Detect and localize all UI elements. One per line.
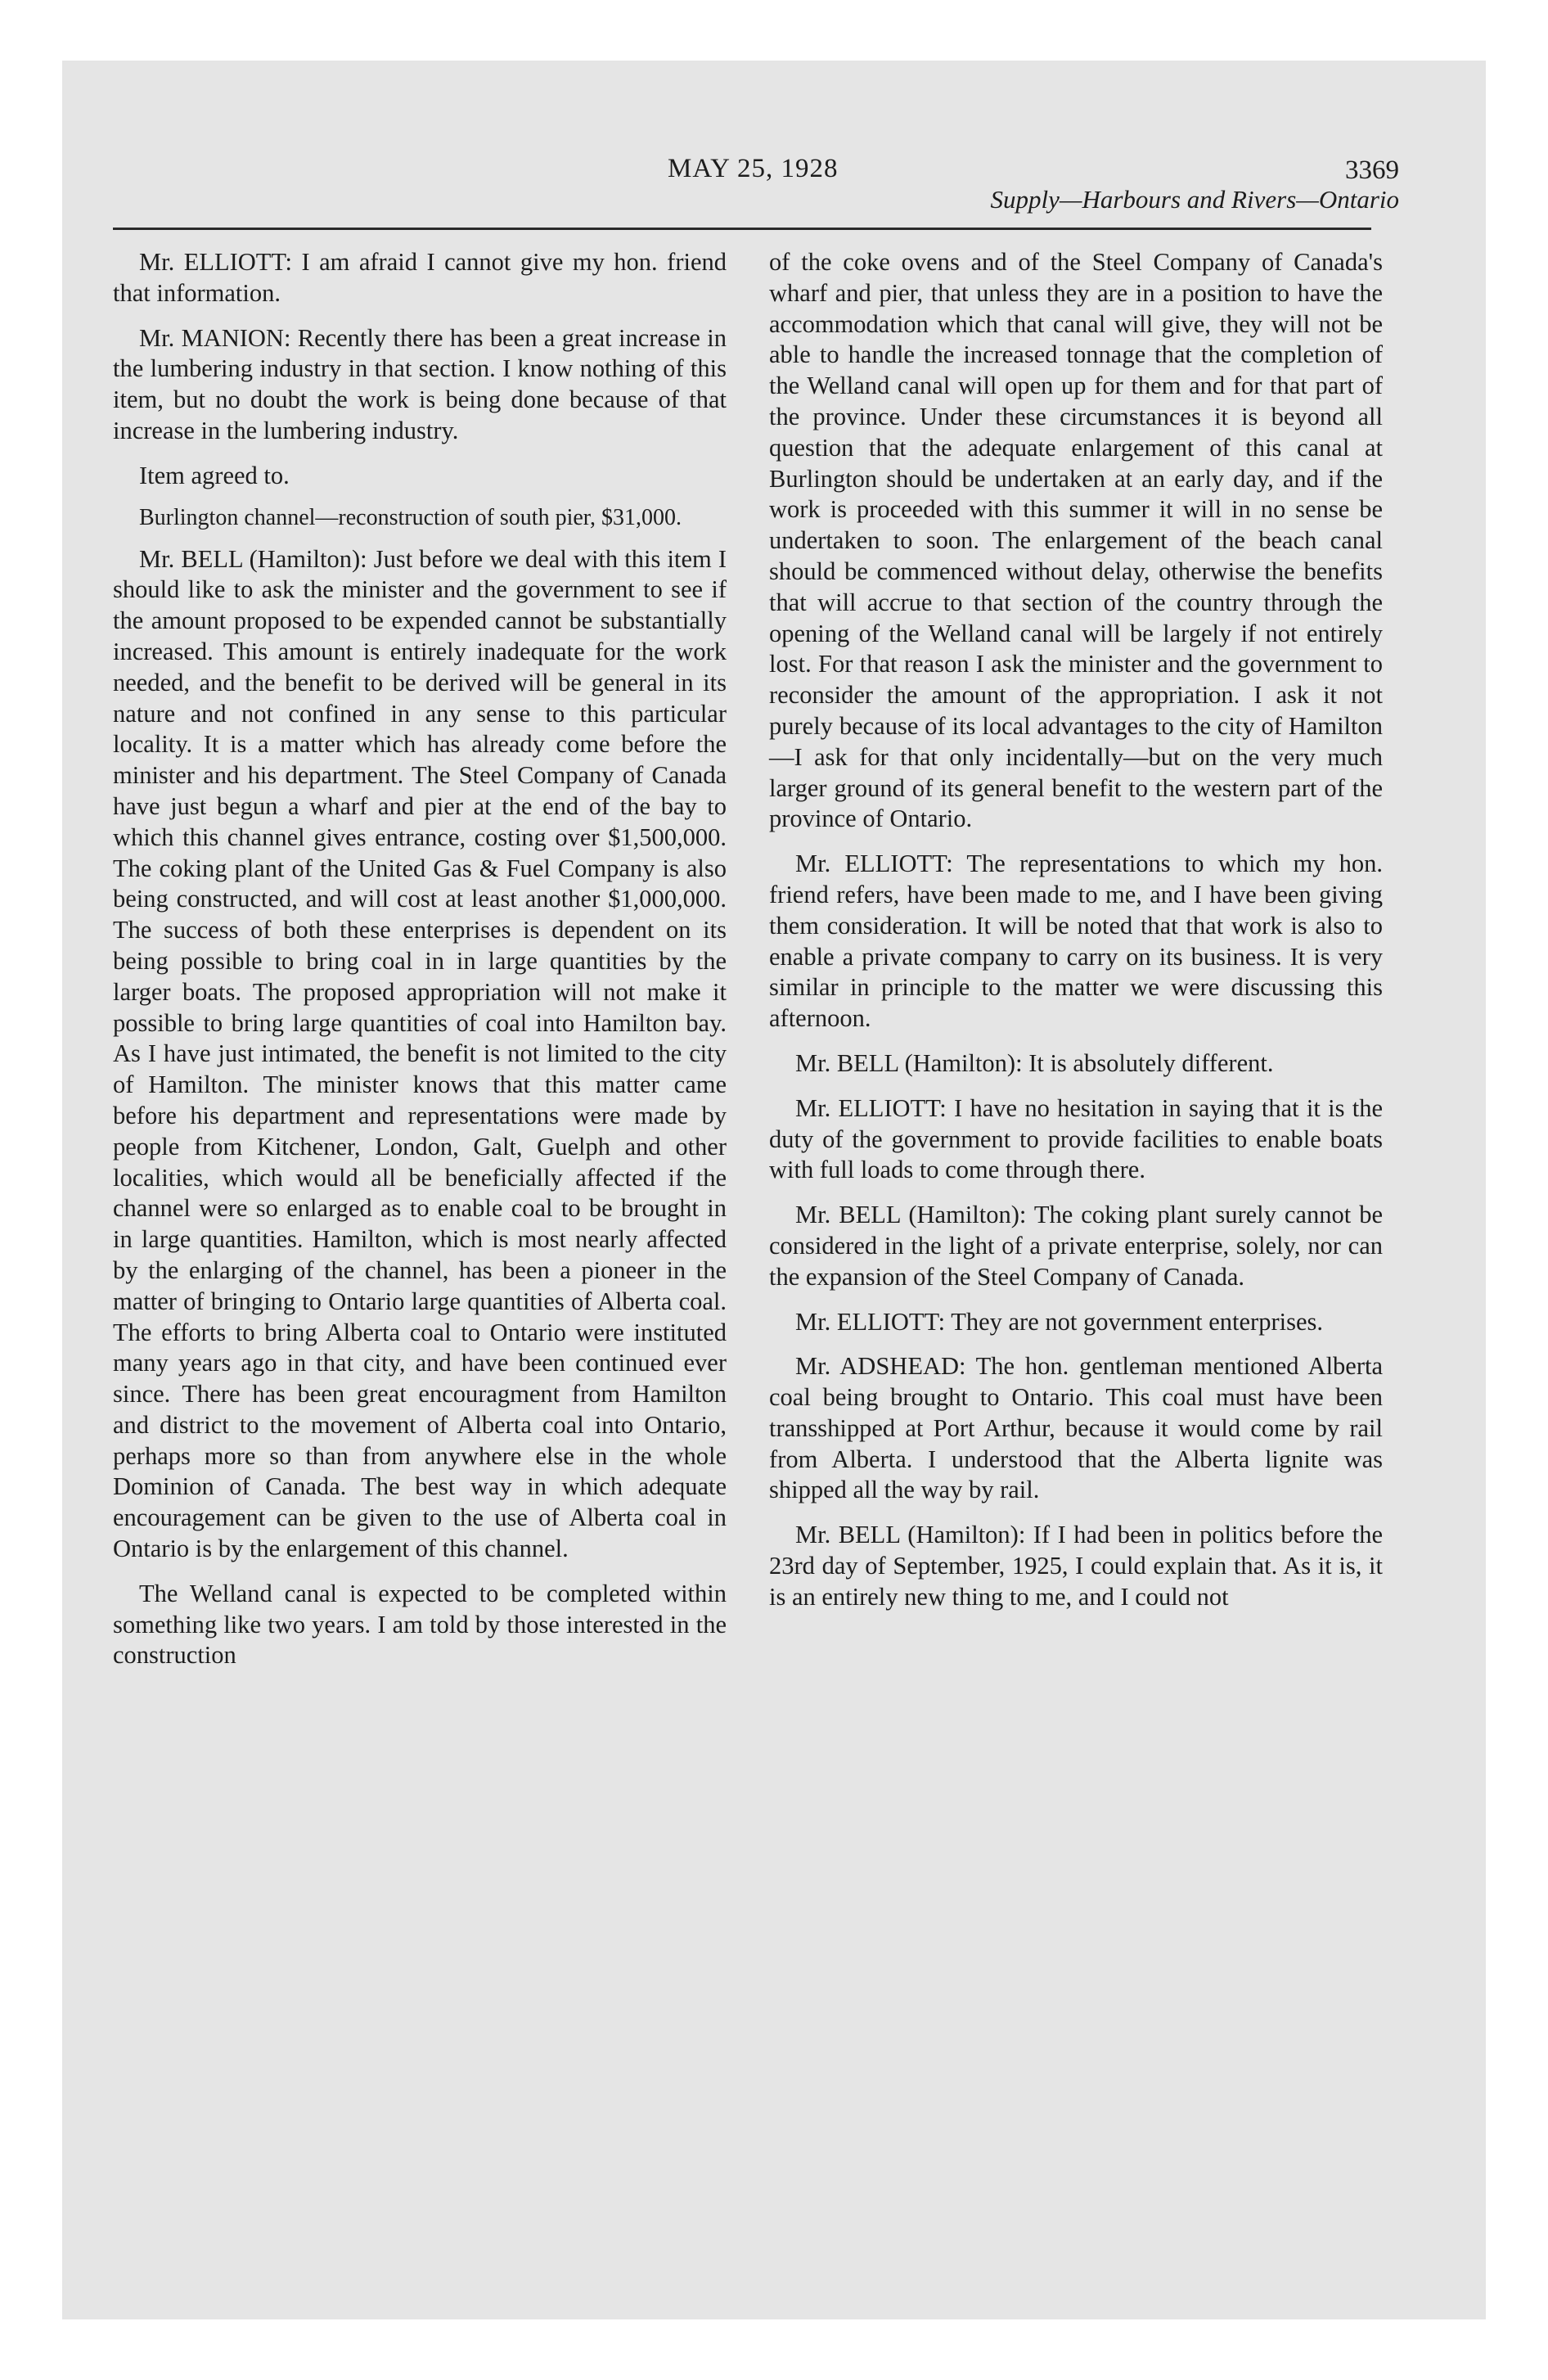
paragraph: The Welland canal is expected to be completed within something like two years. I am told by those interested in the construction xyxy=(113,1579,727,1670)
paragraph: Mr. BELL (Hamilton): If I had been in politics before the 23rd day of September, 1925, I could explain that. As it is, it is an entirely new thing to me, and I could not xyxy=(769,1521,1383,1611)
paragraph: Mr. MANION: Recently there has been a great increase in the lumbering industry in that section. I know nothing of this item, but no doubt the work is being done because of that increase in the lumbering industry. xyxy=(113,323,727,444)
paragraph: Mr. BELL (Hamilton): It is absolutely different. xyxy=(795,1048,1274,1077)
header-rule xyxy=(113,228,1371,230)
page-number: 3369 xyxy=(1345,156,1399,185)
paragraph: Mr. ELLIOTT: I am afraid I cannot give my hon. friend that information. xyxy=(113,248,727,307)
page-date: MAY 25, 1928 xyxy=(668,154,839,183)
paragraph: Mr. ADSHEAD: The hon. gentleman mentioned Alberta coal being brought to Ontario. This coal must have been transshipped at Port Arthur, because it would come by rail from Alberta. I understood that the Alberta lignite was shipped all the way by rail. xyxy=(769,1352,1383,1504)
item-heading: Burlington channel—reconstruction of south pier, $31,000. xyxy=(139,504,682,530)
right-column xyxy=(769,247,1383,1627)
paragraph: Mr. ELLIOTT: The representations to which my hon. friend refers, have been made to me, and I have been giving them consideration. It will be noted that that work is also to enable a private company to carry on its business. It is very similar in principle to the matter we were discussing this afternoon. xyxy=(769,850,1383,1033)
paragraph: Mr. ELLIOTT: I have no hesitation in saying that it is the duty of the government to provide facilities to enable boats with full loads to come through there. xyxy=(769,1093,1383,1184)
paragraph: of the coke ovens and of the Steel Company of Canada's wharf and pier, that unless they are in a position to have the accommodation which that canal will give, they will not be able to handle the increased tonnage that the completion of the Welland canal will open up for them and for that part of the province. Under these circumstances it is beyond all question that the adequate enlargement of this canal at Burlington should be undertaken at an early day, and if the work is proceeded with this summer it will in no sense be undertaken to soon. The enlargement of the beach canal should be commenced without delay, otherwise the benefits that will accrue to that section of the country through the opening of the Welland canal will be largely if not entirely lost. For that reason I ask the minister and the government to reconsider the amount of the appropriation. I ask it not purely because of its local advantages to the city of Hamilton—I ask for that only incidentally—but on the very much larger ground of its general benefit to the western part of the province of Ontario. xyxy=(769,248,1383,833)
paragraph: Mr. BELL (Hamilton): Just before we deal with this item I should like to ask the minister and the government to see if the amount proposed to be expended cannot be substantially increased. This amount is entirely inadequate for the work needed, and the benefit to be derived will be general in its nature and not confined in any sense to this particular locality. It is a matter which has already come before the minister and his department. The Steel Company of Canada have just begun a wharf and pier at the end of the bay to which this channel gives entrance, costing over $1,500,000. The coking plant of the United Gas & Fuel Company is also being constructed, and will cost at least another $1,000,000. The success of both these enterprises is dependent on its being possible to bring coal in in large quantities by the larger boats. The proposed appropriation will not make it possible to bring large quantities of coal into Hamilton bay. As I have just intimated, the benefit is not limited to the city of Hamilton. The minister knows that this matter came before his department and representations were made by people from Kitchener, London, Galt, Guelph and other localities, which would all be beneficially affected if the channel were so enlarged as to enable coal to be brought in in large quantities. Hamilton, which is most nearly affected by the enlarging of the channel, has been a pioneer in the matter of bringing to Ontario large quantities of Alberta coal. The efforts to bring Alberta coal to Ontario were instituted many years ago in that city, and have been continued ever since. There has been great encouragment from Hamilton and district to the movement of Alberta coal into Ontario, perhaps more so than from anywhere else in the whole Dominion of Canada. The best way in which adequate encouragement can be given to the use of Alberta coal in Ontario is by the enlargement of this channel. xyxy=(113,544,727,1563)
paragraph: Mr. ELLIOTT: They are not government enterprises. xyxy=(795,1307,1323,1336)
hansard-page xyxy=(62,61,1486,2319)
paragraph: Item agreed to. xyxy=(139,461,290,489)
left-column xyxy=(113,247,727,1685)
paragraph: Mr. BELL (Hamilton): The coking plant surely cannot be considered in the light of a private enterprise, solely, nor can the expansion of the Steel Company of Canada. xyxy=(769,1201,1383,1291)
running-title: Supply—Harbours and Rivers—Ontario xyxy=(990,185,1399,214)
